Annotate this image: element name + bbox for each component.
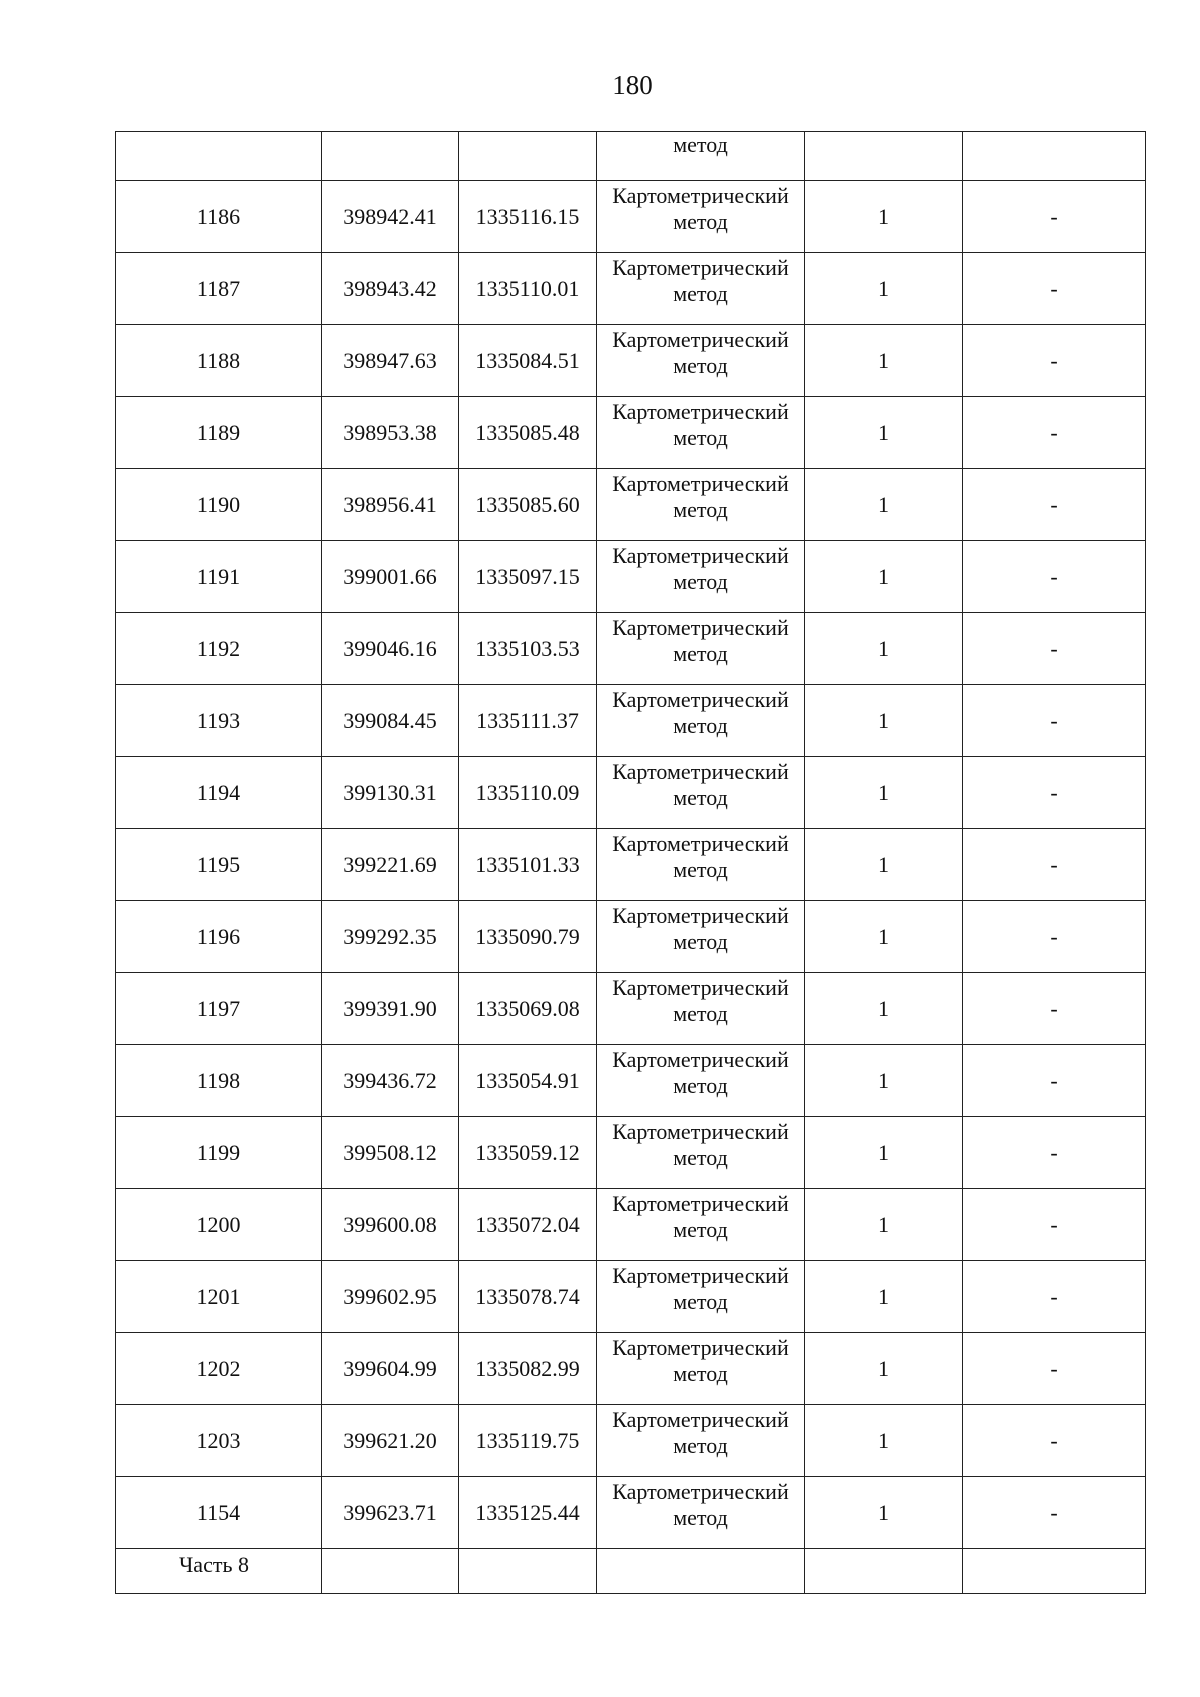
cell-x: 399046.16 bbox=[322, 613, 459, 685]
cell-point: 1195 bbox=[116, 829, 322, 901]
cell-count: 1 bbox=[805, 1405, 963, 1477]
cell-method-continued: метод bbox=[597, 132, 805, 181]
cell-y: 1335082.99 bbox=[459, 1333, 597, 1405]
table-body bbox=[116, 132, 1146, 1594]
cell-method bbox=[597, 757, 805, 829]
section-row bbox=[116, 1549, 1146, 1594]
cell-count: 1 bbox=[805, 1189, 963, 1261]
cell-x: 399130.31 bbox=[322, 757, 459, 829]
cell-count: 1 bbox=[805, 613, 963, 685]
method-line-1: Картометрический bbox=[612, 399, 789, 424]
cell-y bbox=[459, 1549, 597, 1594]
cell-point: 1186 bbox=[116, 181, 322, 253]
cell-point: 1196 bbox=[116, 901, 322, 973]
method-line-1: Картометрический bbox=[612, 471, 789, 496]
cell-method bbox=[597, 613, 805, 685]
cell-method bbox=[597, 1333, 805, 1405]
cell-count: 1 bbox=[805, 469, 963, 541]
cell-x: 398956.41 bbox=[322, 469, 459, 541]
cell-count bbox=[805, 1549, 963, 1594]
method-line-2: метод bbox=[673, 1361, 728, 1386]
method-line-1: Картометрический bbox=[612, 1407, 789, 1432]
cell-y: 1335110.01 bbox=[459, 253, 597, 325]
method-line-1: Картометрический bbox=[612, 687, 789, 712]
cell-method bbox=[597, 973, 805, 1045]
method-line-1: Картометрический bbox=[612, 183, 789, 208]
cell-method bbox=[597, 1549, 805, 1594]
cell-y: 1335101.33 bbox=[459, 829, 597, 901]
cell-method bbox=[597, 1117, 805, 1189]
method-line-2: метод bbox=[673, 641, 728, 666]
method-line-2: метод bbox=[673, 1145, 728, 1170]
cell-point: 1192 bbox=[116, 613, 322, 685]
method-line-2: метод bbox=[673, 929, 728, 954]
cell-x: 399221.69 bbox=[322, 829, 459, 901]
method-line-2: метод bbox=[673, 1073, 728, 1098]
cell-y: 1335085.48 bbox=[459, 397, 597, 469]
cell-x: 399623.71 bbox=[322, 1477, 459, 1549]
cell-y: 1335119.75 bbox=[459, 1405, 597, 1477]
table-row bbox=[116, 541, 1146, 613]
cell-x: 398943.42 bbox=[322, 253, 459, 325]
cell-y: 1335072.04 bbox=[459, 1189, 597, 1261]
method-line-2: метод bbox=[673, 857, 728, 882]
table-row bbox=[116, 901, 1146, 973]
table-row bbox=[116, 1477, 1146, 1549]
table-row bbox=[116, 1045, 1146, 1117]
cell-method bbox=[597, 1261, 805, 1333]
cell-note: - bbox=[963, 181, 1146, 253]
method-line-2: метод bbox=[673, 281, 728, 306]
method-line-1: Картометрический bbox=[612, 327, 789, 352]
cell-method bbox=[597, 181, 805, 253]
method-line-1: Картометрический bbox=[612, 903, 789, 928]
table-row bbox=[116, 757, 1146, 829]
cell-y: 1335078.74 bbox=[459, 1261, 597, 1333]
method-line-1: Картометрический bbox=[612, 1047, 789, 1072]
cell-point: 1188 bbox=[116, 325, 322, 397]
cell-method bbox=[597, 685, 805, 757]
table-row bbox=[116, 685, 1146, 757]
table-row bbox=[116, 1117, 1146, 1189]
cell-note: - bbox=[963, 685, 1146, 757]
cell-point bbox=[116, 132, 322, 181]
cell-method bbox=[597, 901, 805, 973]
cell-point: 1203 bbox=[116, 1405, 322, 1477]
method-line-1: Картометрический bbox=[612, 1479, 789, 1504]
cell-count: 1 bbox=[805, 1045, 963, 1117]
method-line-2: метод bbox=[673, 569, 728, 594]
cell-y: 1335090.79 bbox=[459, 901, 597, 973]
table-row bbox=[116, 325, 1146, 397]
cell-point: 1190 bbox=[116, 469, 322, 541]
cell-y: 1335111.37 bbox=[459, 685, 597, 757]
cell-count: 1 bbox=[805, 1261, 963, 1333]
method-line-1: Картометрический bbox=[612, 1335, 789, 1360]
cell-note: - bbox=[963, 901, 1146, 973]
method-line-2: метод bbox=[673, 713, 728, 738]
cell-count: 1 bbox=[805, 397, 963, 469]
page-number: 180 bbox=[612, 70, 653, 100]
method-line-1: Картометрический bbox=[612, 615, 789, 640]
method-line-2: метод bbox=[673, 353, 728, 378]
cell-y: 1335085.60 bbox=[459, 469, 597, 541]
cell-note: - bbox=[963, 1045, 1146, 1117]
cell-note bbox=[963, 1549, 1146, 1594]
method-line-2: метод bbox=[673, 1001, 728, 1026]
table-row bbox=[116, 181, 1146, 253]
cell-note: - bbox=[963, 397, 1146, 469]
cell-x: 399508.12 bbox=[322, 1117, 459, 1189]
method-line-2: метод bbox=[673, 785, 728, 810]
cell-x bbox=[322, 132, 459, 181]
cell-count: 1 bbox=[805, 829, 963, 901]
cell-note: - bbox=[963, 613, 1146, 685]
cell-count: 1 bbox=[805, 901, 963, 973]
cell-count: 1 bbox=[805, 1333, 963, 1405]
table-row bbox=[116, 829, 1146, 901]
cell-count: 1 bbox=[805, 1117, 963, 1189]
cell-note bbox=[963, 132, 1146, 181]
cell-x: 399602.95 bbox=[322, 1261, 459, 1333]
cell-point: 1197 bbox=[116, 973, 322, 1045]
cell-method bbox=[597, 397, 805, 469]
section-label: Часть 8 bbox=[116, 1549, 322, 1594]
cell-x: 399621.20 bbox=[322, 1405, 459, 1477]
cell-note: - bbox=[963, 1333, 1146, 1405]
cell-point: 1187 bbox=[116, 253, 322, 325]
cell-y: 1335103.53 bbox=[459, 613, 597, 685]
cell-note: - bbox=[963, 541, 1146, 613]
method-line-2: метод bbox=[673, 1505, 728, 1530]
cell-method bbox=[597, 1189, 805, 1261]
cell-count: 1 bbox=[805, 541, 963, 613]
method-line-2: метод bbox=[673, 1217, 728, 1242]
table-row bbox=[116, 973, 1146, 1045]
cell-count: 1 bbox=[805, 973, 963, 1045]
cell-count: 1 bbox=[805, 1477, 963, 1549]
cell-y: 1335116.15 bbox=[459, 181, 597, 253]
method-line-1: Картометрический bbox=[612, 543, 789, 568]
cell-y: 1335125.44 bbox=[459, 1477, 597, 1549]
cell-note: - bbox=[963, 1117, 1146, 1189]
table-row bbox=[116, 1189, 1146, 1261]
cell-note: - bbox=[963, 1189, 1146, 1261]
method-line-2: метод bbox=[673, 425, 728, 450]
cell-point: 1193 bbox=[116, 685, 322, 757]
cell-method bbox=[597, 541, 805, 613]
cell-note: - bbox=[963, 1261, 1146, 1333]
cell-method bbox=[597, 469, 805, 541]
cell-y: 1335054.91 bbox=[459, 1045, 597, 1117]
cell-point: 1194 bbox=[116, 757, 322, 829]
cell-x: 399436.72 bbox=[322, 1045, 459, 1117]
continuation-row bbox=[116, 132, 1146, 181]
cell-method bbox=[597, 253, 805, 325]
cell-method bbox=[597, 829, 805, 901]
cell-point: 1191 bbox=[116, 541, 322, 613]
cell-x: 399292.35 bbox=[322, 901, 459, 973]
method-line-2: метод bbox=[673, 209, 728, 234]
table-row bbox=[116, 397, 1146, 469]
method-line-1: Картометрический bbox=[612, 1263, 789, 1288]
cell-point: 1189 bbox=[116, 397, 322, 469]
method-line-1: Картометрический bbox=[612, 759, 789, 784]
cell-note: - bbox=[963, 325, 1146, 397]
method-line-1: Картометрический bbox=[612, 1191, 789, 1216]
cell-y bbox=[459, 132, 597, 181]
cell-count: 1 bbox=[805, 685, 963, 757]
method-line-1: Картометрический bbox=[612, 831, 789, 856]
cell-count bbox=[805, 132, 963, 181]
cell-x: 399600.08 bbox=[322, 1189, 459, 1261]
method-line-2: метод bbox=[673, 1289, 728, 1314]
cell-method bbox=[597, 1045, 805, 1117]
cell-count: 1 bbox=[805, 253, 963, 325]
cell-x: 399604.99 bbox=[322, 1333, 459, 1405]
cell-x bbox=[322, 1549, 459, 1594]
cell-x: 398947.63 bbox=[322, 325, 459, 397]
cell-note: - bbox=[963, 253, 1146, 325]
cell-x: 399001.66 bbox=[322, 541, 459, 613]
table-row bbox=[116, 253, 1146, 325]
cell-x: 398942.41 bbox=[322, 181, 459, 253]
table-row bbox=[116, 1261, 1146, 1333]
cell-y: 1335110.09 bbox=[459, 757, 597, 829]
table-row bbox=[116, 1333, 1146, 1405]
method-line-1: Картометрический bbox=[612, 255, 789, 280]
cell-point: 1202 bbox=[116, 1333, 322, 1405]
method-line-2: метод bbox=[673, 497, 728, 522]
cell-note: - bbox=[963, 757, 1146, 829]
cell-y: 1335069.08 bbox=[459, 973, 597, 1045]
cell-note: - bbox=[963, 973, 1146, 1045]
cell-count: 1 bbox=[805, 757, 963, 829]
method-line-1: Картометрический bbox=[612, 975, 789, 1000]
cell-note: - bbox=[963, 469, 1146, 541]
table-row bbox=[116, 613, 1146, 685]
method-line-2: метод bbox=[673, 1433, 728, 1458]
table-row bbox=[116, 469, 1146, 541]
cell-x: 398953.38 bbox=[322, 397, 459, 469]
cell-note: - bbox=[963, 1477, 1146, 1549]
cell-point: 1154 bbox=[116, 1477, 322, 1549]
cell-count: 1 bbox=[805, 325, 963, 397]
cell-point: 1201 bbox=[116, 1261, 322, 1333]
table-row bbox=[116, 1405, 1146, 1477]
cell-point: 1198 bbox=[116, 1045, 322, 1117]
cell-count: 1 bbox=[805, 181, 963, 253]
cell-note: - bbox=[963, 1405, 1146, 1477]
cell-x: 399391.90 bbox=[322, 973, 459, 1045]
cell-method bbox=[597, 1405, 805, 1477]
cell-y: 1335084.51 bbox=[459, 325, 597, 397]
cell-point: 1199 bbox=[116, 1117, 322, 1189]
cell-method bbox=[597, 1477, 805, 1549]
coordinates-table bbox=[115, 131, 1146, 1594]
cell-point: 1200 bbox=[116, 1189, 322, 1261]
cell-method bbox=[597, 325, 805, 397]
cell-x: 399084.45 bbox=[322, 685, 459, 757]
cell-y: 1335059.12 bbox=[459, 1117, 597, 1189]
cell-note: - bbox=[963, 829, 1146, 901]
cell-y: 1335097.15 bbox=[459, 541, 597, 613]
method-line-1: Картометрический bbox=[612, 1119, 789, 1144]
